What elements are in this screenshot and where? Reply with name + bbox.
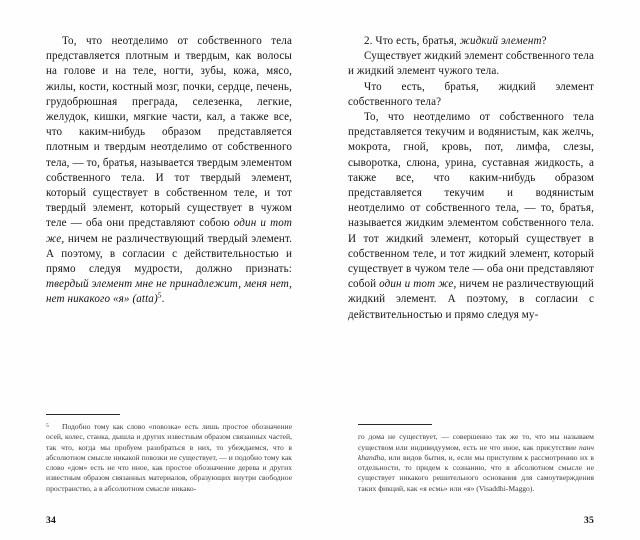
text-run-italic: жидкий элемент <box>459 35 542 47</box>
footnote-text-part: го дома не существует, — совершенно так же то, что мы называем существом или индивидуумом, есть не что иное, как присутствие <box>358 432 594 452</box>
right-footnote-zone <box>320 424 640 494</box>
paragraph <box>348 49 594 79</box>
footnote-reference: 5 <box>157 290 162 300</box>
footnote-text: Подобно тому как слово «повозка» есть лишь простое обозначение осей, колес, станка, дышла и других известным образом связанных частей, так что, когда мы пробуем разобраться в них, то убеждаемся, что в абсолютном смысле никакой повозки не существует, — и подобно тому как слово «дом» есть не что иное, как простое обозначение дерева и других известным образом связанных материалов, образующих внутри свободное пространство, а в абсолютном смысле никако- <box>46 421 292 493</box>
text-run: 2. Что есть, братья, <box>364 35 460 47</box>
page-number-left: 34 <box>46 515 56 526</box>
text-run: Что есть, братья, жидкий элемент собственного тела? <box>348 80 594 108</box>
page-right <box>320 0 640 540</box>
text-run: То, что неотделимо от собственного тела представляется текучим и водянистым, как желчь, мокрота, гной, кровь, пот, лимфа, слезы, сыворотка, слюна, урина, суставная жидкость, а также все, что каким-нибудь образом представляется текучим и водянистым неотделимо от собственного тела, — то, братья, называется жидким элементом собственного тела. И тот жидкий элемент, который существует в собственном теле, и тот жидкий элемент, который существует в чужом теле — оба они представляют собой <box>348 111 594 291</box>
footnote-separator-rule <box>358 424 432 425</box>
footnote-italic-term: панч khandha <box>358 442 594 462</box>
right-body-text <box>348 34 594 323</box>
footnote-text <box>358 432 594 494</box>
paragraph <box>46 34 292 308</box>
paragraph <box>348 80 594 110</box>
footnote-marker: 5 <box>46 422 49 429</box>
text-run: . <box>161 293 165 306</box>
text-run: , ничем не различествующий жидкий элемент. А поэтому, в согласии с действительностью и прямо следуя му- <box>348 278 594 321</box>
text-run: То, что неотделимо от собственного тела представляется плотным и твердым, как волосы на голове и на теле, ногти, зубы, кожа, мясо, жилы, кости, костный мозг, почки, сердце, печень, грудобрюшная преграда, селезенка, легкие, желудок, кишки, мягкие части, кал, а также все, что каким-нибудь образом представляется плотным и твердым неотделимо от собственного тела, — то, братья, называется твердым элементом собственного тела. И тот твердый элемент, который существует в собственном теле, и тот твердый элемент, который существует в чужом теле — оба они представляют собою <box>46 35 292 230</box>
text-run: , ничем не различествующий твердый элемент. А поэтому, в согласии с действительностью и прямо следуя мудрости, должно признать: <box>46 232 292 276</box>
text-run: ? <box>541 35 547 47</box>
footnote-continuation <box>348 432 594 494</box>
text-run: Существует жидкий элемент собственного тела и жидкий элемент чужого тела. <box>348 50 594 78</box>
page-number-right: 35 <box>584 515 594 526</box>
left-footnote-zone <box>0 414 320 494</box>
footnote-text-part: , или видов бытия, и, если мы приступим к рассмотрению их в отдельности, то придем к сознанию, что в абсолютном смысле не существует никакого решительного основания для самоутверждения таких фикций, как «я есмь» или «я» (Visaddhi-Maggo). <box>358 452 594 493</box>
paragraph <box>348 110 594 323</box>
text-run-italic: один и тот же <box>379 278 454 291</box>
left-body-text <box>46 34 292 308</box>
section-heading <box>348 34 594 49</box>
text-run-italic: один и тот же <box>46 217 293 245</box>
footnote <box>46 422 292 494</box>
text-run-italic: твердый элемент мне не принадлежит, меня нет, нет никакого «я» (atta) <box>46 278 292 306</box>
footnote-separator-rule <box>46 414 120 415</box>
